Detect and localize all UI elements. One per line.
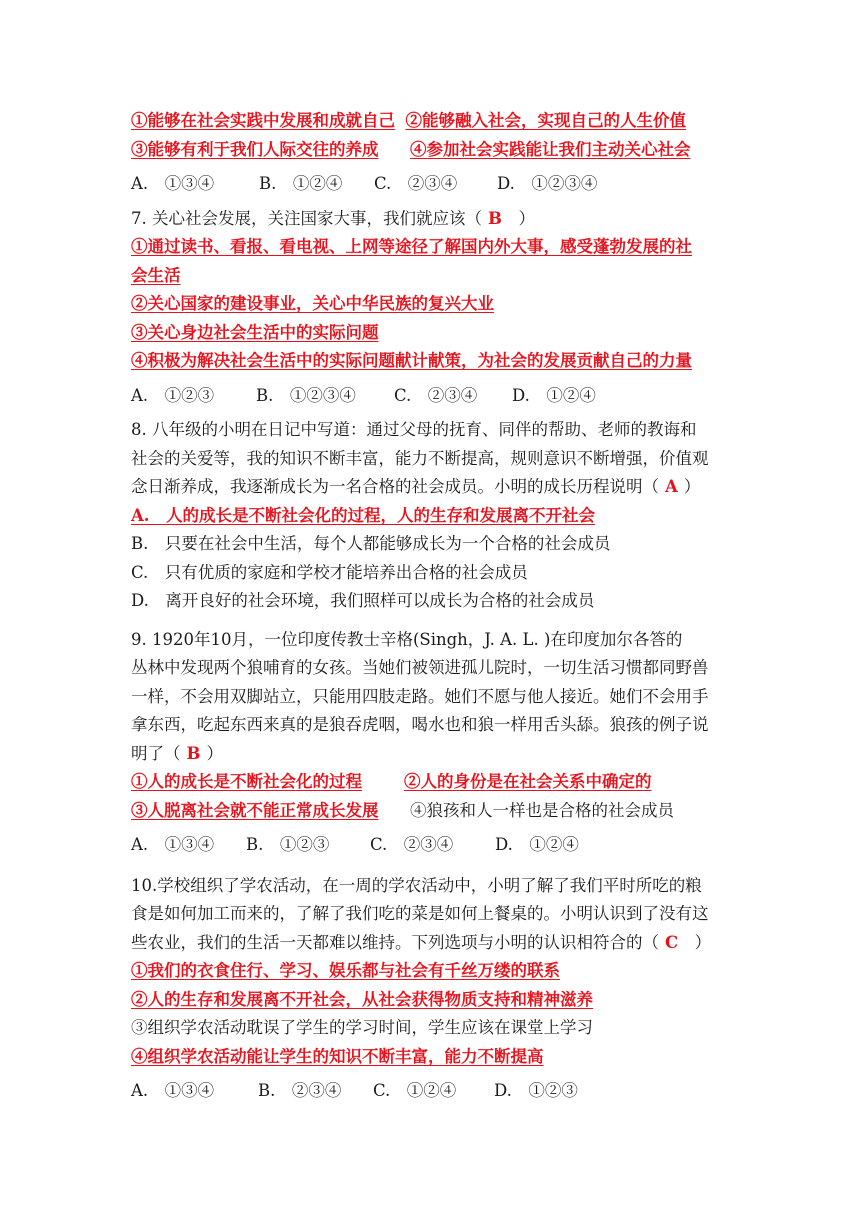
statement-3: ③关心身边社会生活中的实际问题 — [131, 322, 379, 342]
options-row — [131, 170, 741, 199]
question-stem-line: 些农业，我们的生活一天都难以维持。下列选项与小明的认识相符合的（ C ） — [131, 932, 712, 952]
statement-correct: ④参加社会实践能让我们主动关心社会 — [409, 139, 691, 159]
option-a: A. ①③④ — [131, 1081, 215, 1100]
question-6 — [131, 107, 741, 199]
statement-correct: ②能够融入社会，实现自己的人生价值 — [405, 111, 686, 130]
statement-correct: ③人脱离社会就不能正常成长发展 — [131, 800, 379, 820]
statement-2: ②人的生存和发展离不开社会，从社会获得物质支持和精神滋养 — [131, 989, 593, 1009]
option-c: C. ①②④ — [373, 1081, 457, 1100]
choice-c: C. 只有优质的家庭和学校才能培养出合格的社会成员 — [131, 562, 528, 582]
statement-2: ②关心国家的建设事业，关心中华民族的复兴大业 — [131, 294, 494, 313]
statement-correct: ①能够在社会实践中发展和成就自己 — [131, 111, 395, 130]
statement-row — [131, 768, 741, 797]
option-b: B. ①②④ — [259, 174, 343, 193]
option-b: B. ①②③ — [246, 835, 330, 854]
question-stem-line: 拿东西，吃起东西来真的是狼吞虎咽，喝水也和狼一样用舌头舔。狼孩的例子说 — [131, 715, 709, 734]
statement-1: ①通过读书、看报、看电视、上网等途径了解国内外大事，感受蓬勃发展的社 — [131, 237, 692, 256]
option-c: C. ②③④ — [394, 385, 478, 405]
question-10 — [131, 872, 741, 1106]
options-row — [131, 382, 741, 411]
answer-letter: B — [186, 743, 201, 763]
question-stem-line: 念日渐养成，我逐渐成长为一名合格的社会成员。小明的成长历程说明（ A ） — [131, 477, 701, 496]
statement-correct: ②人的身份是在社会关系中确定的 — [403, 772, 652, 791]
option-a: A. ①③④ — [131, 835, 215, 854]
question-stem-line: 10.学校组织了学农活动，在一周的学农活动中，小明了解了我们平时所吃的粮 — [131, 875, 702, 895]
choice-a-correct: A. 人的成长是不断社会化的过程，人的生存和发展离不开社会 — [131, 505, 596, 525]
question-stem-line: 食是如何加工而来的，了解了我们吃的菜是如何上餐桌的。小明认识到了没有这 — [131, 904, 709, 923]
option-d: D. ①②④ — [512, 385, 596, 405]
statement-correct: ①人的成长是不断社会化的过程 — [131, 772, 362, 791]
statement-incorrect: ④狼孩和人一样也是合格的社会成员 — [409, 800, 674, 820]
question-stem-line: 8. 八年级的小明在日记中写道：通过父母的抚育、同伴的帮助、老师的教诲和 — [131, 420, 697, 439]
question-stem-line: 9. 1920年10月，一位印度传教士辛格(Singh，J. A. L. )在印度加尔各答的 — [131, 629, 683, 649]
question-stem-line: 社会的关爱等，我的知识不断丰富，能力不断提高，规则意识不断增强，价值观 — [131, 448, 709, 468]
question-stem: 7. 关心社会发展，关注国家大事，我们就应该（ B ） — [131, 208, 535, 228]
option-a: A. ①③④ — [131, 174, 215, 193]
statement-row — [131, 136, 741, 165]
statement-row — [131, 797, 741, 826]
statement-3: ③组织学农活动耽误了学生的学习时间，学生应该在课堂上学习 — [131, 1018, 593, 1037]
option-a: A. ①②③ — [131, 385, 215, 405]
question-7 — [131, 205, 741, 411]
option-d: D. ①②④ — [495, 835, 579, 854]
choice-d: D. 离开良好的社会环境，我们照样可以成长为合格的社会成员 — [131, 591, 595, 610]
choice-b: B. 只要在社会中生活，每个人都能够成长为一个合格的社会成员 — [131, 534, 611, 553]
question-stem-line: 一样，不会用双脚站立，只能用四肢走路。她们不愿与他人接近。她们不会用手 — [131, 686, 709, 706]
option-c: C. ②③④ — [370, 835, 454, 854]
option-d: D. ①②③ — [494, 1081, 578, 1100]
option-d: D. ①②③④ — [497, 174, 598, 193]
answer-letter: C — [665, 932, 679, 952]
options-row — [131, 1077, 741, 1106]
question-stem-line: 丛林中发现两个狼哺育的女孩。当她们被领进孤儿院时，一切生活习惯都同野兽 — [131, 658, 709, 677]
statement-4: ④组织学农活动能让学生的知识不断丰富，能力不断提高 — [131, 1046, 544, 1066]
option-c: C. ②③④ — [374, 174, 458, 193]
statement-1: ①我们的衣食住行、学习、娱乐都与社会有千丝万缕的联系 — [131, 961, 560, 980]
exam-content — [131, 107, 741, 1106]
option-b: B. ①②③④ — [256, 385, 356, 405]
answer-letter: A — [665, 477, 678, 496]
question-8 — [131, 416, 741, 616]
question-stem-line: 明了（ B ） — [131, 743, 223, 763]
question-9 — [131, 626, 741, 860]
options-row — [131, 831, 741, 860]
option-b: B. ②③④ — [258, 1081, 342, 1100]
statement-correct: ③能够有利于我们人际交往的养成 — [131, 139, 379, 159]
statement-4: ④积极为解决社会生活中的实际问题献计献策，为社会的发展贡献自己的力量 — [131, 351, 692, 370]
statement-row — [131, 107, 741, 136]
statement-1-cont: 会生活 — [131, 265, 181, 285]
answer-letter: B — [488, 208, 502, 228]
